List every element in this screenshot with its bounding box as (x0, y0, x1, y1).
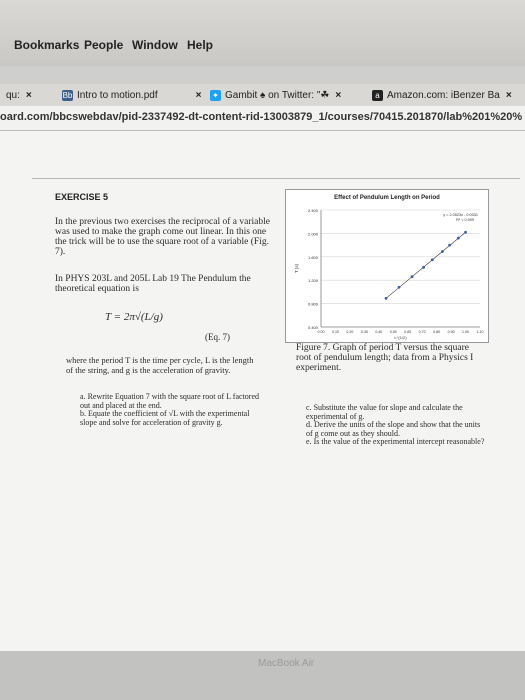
x-tick-label: 0.30 (360, 330, 368, 334)
task-marker: b. (80, 409, 86, 418)
x-tick-label: 1.10 (476, 330, 484, 334)
macbook-label: MacBook Air (258, 658, 315, 669)
close-icon[interactable]: × (195, 89, 202, 101)
task-a (80, 393, 265, 410)
equation-label: (Eq. 7) (205, 332, 230, 342)
task-list-left (80, 393, 265, 427)
x-tick-label: 0.90 (447, 330, 455, 334)
task-e (306, 438, 486, 447)
task-b (80, 410, 265, 427)
task-list-right (306, 404, 486, 447)
task-text: Substitute the value for slope and calculate the experimental of g. (306, 403, 463, 421)
task-marker: e. (306, 437, 312, 446)
amazon-icon: a (372, 90, 383, 101)
task-marker: c. (306, 403, 312, 412)
x-tick-label: 0.80 (433, 330, 441, 334)
y-tick-label: 2.000 (307, 231, 318, 237)
task-text: Is the value of the experimental intercept reasonable? (313, 437, 485, 446)
tab-label: Intro to motion.pdf (77, 89, 158, 101)
x-tick-label: 0.40 (375, 330, 383, 334)
menu-bar (0, 0, 525, 66)
figure-caption: Figure 7. Graph of period T versus the square root of pendulum length; data from a Physics I experiment. (296, 343, 474, 373)
close-icon[interactable]: × (335, 89, 342, 101)
url-text[interactable]: oard.com/bbcswebdav/pid-2337492-dt-content-rid-13003879_1/courses/70415.201870/lab%201%20% (0, 111, 523, 123)
divider (32, 178, 520, 179)
data-point (422, 266, 425, 269)
close-icon[interactable]: × (505, 89, 512, 101)
blackboard-icon: Bb (62, 90, 73, 100)
task-text: Derive the units of the slope and show that the units of g come out as they should. (306, 420, 481, 438)
address-bar[interactable] (0, 106, 525, 131)
data-point (441, 250, 444, 253)
equation: T = 2π√(L/g) (105, 311, 163, 323)
task-marker: a. (80, 392, 86, 401)
definition-paragraph: where the period T is the time per cycle, L is the length of the string, and g is the acceleration of gravity. (66, 355, 254, 375)
pdf-page (0, 131, 525, 651)
data-point (448, 244, 451, 247)
x-tick-label: 0.10 (331, 330, 339, 334)
x-tick-label: 0.60 (404, 330, 412, 334)
task-c (306, 404, 486, 421)
lab-note: In PHYS 203L and 205L Lab 19 The Pendulum the theoretical equation is (55, 274, 251, 294)
r-squared-annotation: R² = 0.999 (456, 218, 474, 222)
twitter-icon: ✦ (210, 90, 221, 101)
y-tick-label: 1.600 (307, 254, 318, 260)
data-point (464, 231, 467, 234)
tab-intro-motion[interactable] (62, 86, 201, 104)
y-tick-label: 0.800 (307, 301, 318, 307)
tab-label: qu: (6, 89, 20, 101)
laptop-bezel (0, 651, 525, 700)
close-icon[interactable]: × (25, 89, 32, 101)
data-point (457, 237, 460, 240)
data-point (398, 286, 401, 289)
data-point (385, 297, 388, 300)
x-axis-label: L^(1/2) (394, 335, 407, 340)
menu-window[interactable]: Window (132, 38, 178, 52)
y-axis-label: T (s) (294, 263, 299, 274)
pendulum-chart (285, 189, 489, 343)
tab-bar (0, 84, 525, 107)
tab-twitter[interactable] (210, 86, 341, 104)
data-point (431, 258, 434, 261)
tab-label: Gambit ♠ on Twitter: "☘ (225, 89, 330, 101)
x-tick-label: 1.00 (462, 330, 470, 334)
task-d (306, 421, 486, 438)
task-text: Equate the coefficient of √L with the experimental slope and solve for acceleration of gravity g. (80, 409, 250, 427)
intro-paragraph: In the previous two exercises the reciprocal of a variable was used to make the graph come out linear. In this one the trick will be to use the square root of a variable (Fig. 7). (55, 217, 270, 257)
y-tick-label: 1.200 (307, 278, 318, 284)
x-tick-label: 0.20 (346, 330, 354, 334)
x-tick-label: 0.50 (389, 330, 397, 334)
tab-amazon[interactable] (372, 86, 512, 104)
menu-help[interactable]: Help (187, 38, 214, 52)
x-tick-label: 0.70 (418, 330, 426, 334)
y-tick-label: 0.400 (307, 325, 318, 330)
data-point (411, 275, 414, 278)
task-text: Rewrite Equation 7 with the square root of L factored out and placed at the end. (80, 392, 259, 410)
chart-plot (286, 190, 488, 342)
tab-question[interactable] (6, 86, 32, 104)
chart-title: Effect of Pendulum Length on Period (334, 195, 440, 201)
y-tick-label: 2.400 (307, 208, 318, 213)
trendline (386, 232, 466, 298)
menu-people[interactable]: People (84, 38, 124, 52)
menu-bookmarks[interactable]: Bookmarks (14, 38, 80, 52)
x-tick-label: 0.00 (317, 330, 325, 334)
exercise-title: EXERCISE 5 (55, 192, 109, 202)
equation-annotation: y = 2.0523x - 0.0331 (443, 213, 478, 217)
task-marker: d. (306, 420, 312, 429)
tab-label: Amazon.com: iBenzer Ba (387, 89, 500, 101)
